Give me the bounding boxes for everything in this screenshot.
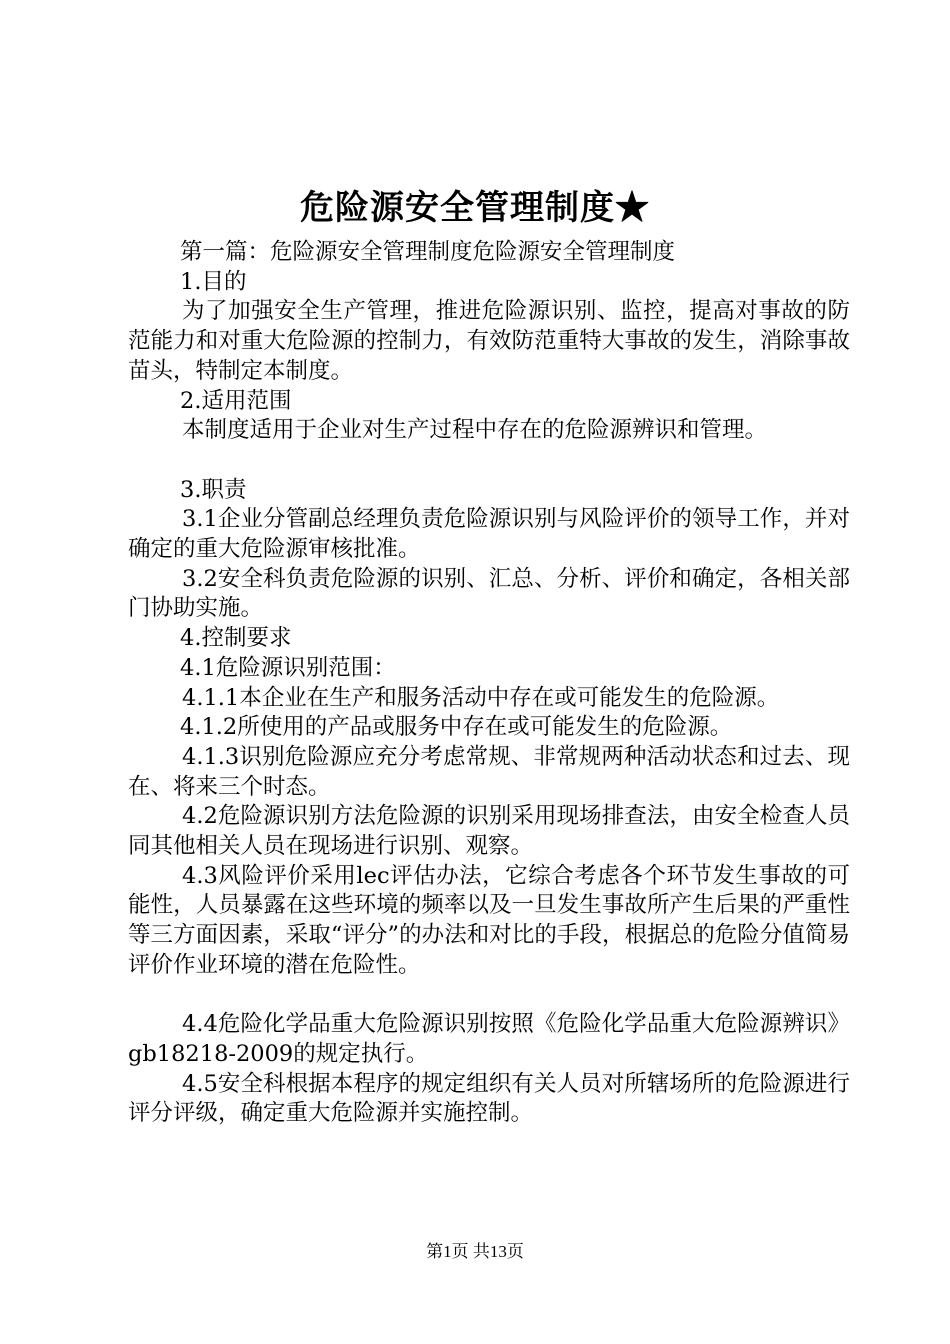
control-paragraph-4-1-1: 4.1.1本企业在生产和服务活动中存在或可能发生的危险源。 (182, 684, 780, 711)
control-paragraph-4-3: 4.3风险评价采用lec评估办法，它综合考虑各个环节发生事故的可能性，人员暴露在这些环境的频率以及一旦发生事故所产生后果的严重性等三方面因素，采取“评分”的办法和对比的手段，根据总的危险分值简易评价作业环境的潜在危险性。 (128, 862, 850, 978)
section-heading-duties: 3.职责 (180, 476, 247, 503)
duty-paragraph-3-2: 3.2安全科负责危险源的识别、汇总、分析、评价和确定，各相关部门协助实施。 (128, 565, 850, 622)
section-heading-purpose: 1.目的 (180, 268, 247, 295)
paragraph-spacer (128, 446, 850, 476)
control-paragraph-4-1-2: 4.1.2所使用的产品或服务中存在或可能发生的危险源。 (180, 714, 733, 741)
page-footer: 第1页 共13页 (426, 1242, 524, 1261)
duty-paragraph-3-1: 3.1企业分管副总经理负责危险源识别与风险评价的领导工作，并对确定的重大危险源审核批准。 (128, 506, 850, 563)
section-heading-scope: 2.适用范围 (180, 387, 292, 414)
control-paragraph-4-5: 4.5安全科根据本程序的规定组织有关人员对所辖场所的危险源进行评分评级，确定重大危险源并实施控制。 (128, 1070, 850, 1127)
document-body (128, 238, 850, 1129)
part-heading: 第一篇：危险源安全管理制度危险源安全管理制度 (180, 239, 676, 265)
paragraph-spacer (128, 981, 850, 1011)
section-heading-control: 4.控制要求 (180, 625, 292, 652)
control-paragraph-4-2: 4.2危险源识别方法危险源的识别采用现场排查法，由安全检查人员同其他相关人员在现场进行识别、观察。 (128, 803, 850, 860)
scope-paragraph: 本制度适用于企业对生产过程中存在的危险源辨识和管理。 (182, 417, 768, 444)
purpose-paragraph: 为了加强安全生产管理，推进危险源识别、监控，提高对事故的防范能力和对重大危险源的控制力，有效防范重特大事故的发生，消除事故苗头，特制定本制度。 (128, 298, 850, 384)
control-paragraph-4-4: 4.4危险化学品重大危险源识别按照《危险化学品重大危险源辨识》gb18218-2009的规定执行。 (128, 1011, 850, 1067)
control-paragraph-4-1: 4.1危险源识别范围： (180, 654, 396, 681)
document-title: 危险源安全管理制度★ (300, 188, 650, 228)
control-paragraph-4-1-3: 4.1.3识别危险源应充分考虑常规、非常规两种活动状态和过去、现在、将来三个时态。 (128, 743, 850, 800)
